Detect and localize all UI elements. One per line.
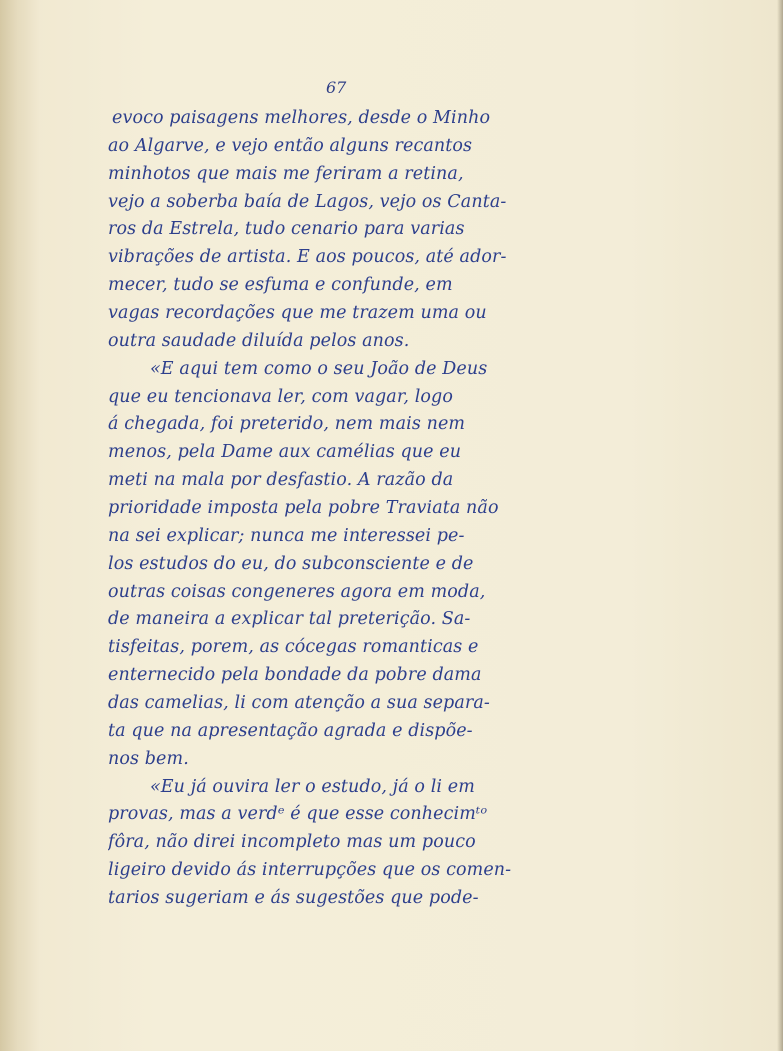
manuscript-line: vibrações de artista. E aos poucos, até ador- — [108, 247, 507, 267]
manuscript-line: ligeiro devido ás interrupções que os comen- — [108, 860, 512, 880]
manuscript-line: minhotos que mais me feriram a retina, — [108, 164, 464, 184]
manuscript-line: na sei explicar; nunca me interessei pe- — [108, 526, 465, 546]
manuscript-line: provas, mas a verdᵉ é que esse conhecimᵗᵒ — [108, 804, 488, 824]
manuscript-line: tisfeitas, porem, as cócegas romanticas e — [108, 637, 479, 657]
manuscript-line: mecer, tudo se esfuma e confunde, em — [108, 275, 453, 295]
manuscript-line: ao Algarve, e vejo então alguns recantos — [108, 136, 473, 156]
manuscript-line: enternecido pela bondade da pobre dama — [108, 665, 482, 685]
manuscript-line: «E aqui tem como o seu João de Deus — [150, 359, 488, 379]
manuscript-line: fôra, não direi incompleto mas um pouco — [108, 832, 476, 852]
manuscript-line: meti na mala por desfastio. A razão da — [108, 470, 454, 490]
page-edge-shadow — [777, 0, 783, 1051]
manuscript-line: ros da Estrela, tudo cenario para varias — [108, 219, 465, 239]
manuscript-line: prioridade imposta pela pobre Traviata não — [108, 498, 499, 518]
manuscript-line: nos bem. — [108, 749, 189, 769]
manuscript-line: á chegada, foi preterido, nem mais nem — [108, 414, 466, 434]
manuscript-line: vagas recordações que me trazem uma ou — [108, 303, 487, 323]
manuscript-line: outras coisas congeneres agora em moda, — [108, 582, 486, 602]
page-number: 67 — [326, 78, 347, 97]
manuscript-line: evoco paisagens melhores, desde o Minho — [112, 108, 491, 128]
manuscript-line: vejo a soberba baía de Lagos, vejo os Canta- — [108, 192, 507, 212]
manuscript-line: menos, pela Dame aux camélias que eu — [108, 442, 462, 462]
manuscript-line: outra saudade diluída pelos anos. — [108, 331, 410, 351]
page-binding-shadow — [0, 0, 40, 1051]
manuscript-line: que eu tencionava ler, com vagar, logo — [108, 387, 453, 407]
manuscript-line: «Eu já ouvira ler o estudo, já o li em — [150, 777, 475, 797]
manuscript-line: los estudos do eu, do subconsciente e de — [108, 554, 474, 574]
manuscript-line: de maneira a explicar tal preterição. Sa- — [108, 609, 471, 629]
manuscript-line: ta que na apresentação agrada e dispõe- — [108, 721, 473, 741]
manuscript-line: tarios sugeriam e ás sugestões que pode- — [108, 888, 479, 908]
manuscript-line: das camelias, li com atenção a sua separa- — [108, 693, 490, 713]
